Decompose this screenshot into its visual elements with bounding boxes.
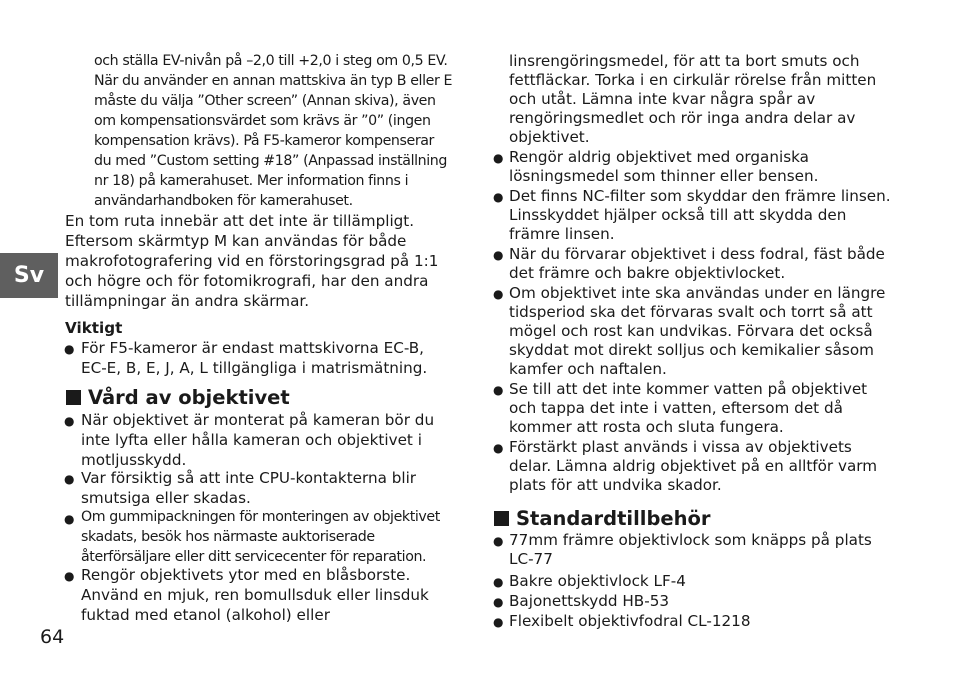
care-line: återförsäljare eller ditt servicecenter för reparation. xyxy=(81,549,427,565)
care-line: När objektivet är monterat på kameran bör du xyxy=(81,411,435,429)
paragraph-line: tillämpningar än andra skärmar. xyxy=(65,292,310,310)
care-cont-line: och utåt. Lämna inte kvar några spår av xyxy=(509,90,816,108)
care-line: Var försiktig så att inte CPU-kontakterna blir xyxy=(81,469,417,487)
care-line: fuktad med etanol (alkohol) eller xyxy=(81,606,330,624)
section-square-icon xyxy=(66,390,81,405)
care-cont-line: När du förvarar objektivet i dess fodral, fäst både xyxy=(509,245,885,263)
language-tab xyxy=(0,253,58,298)
bullet-icon: ● xyxy=(493,534,504,548)
care-line: Rengör objektivets ytor med en blåsborste. xyxy=(81,566,411,584)
paragraph-line: makrofotografering vid en förstoringsgrad på 1:1 xyxy=(65,252,439,270)
bullet-icon: ● xyxy=(493,151,504,165)
care-cont-line: kamfer och naftalen. xyxy=(509,360,667,378)
section-heading-accessories: Standardtillbehör xyxy=(516,507,711,530)
section-square-icon xyxy=(494,511,509,526)
care-cont-line: plats för att undvika skador. xyxy=(509,476,722,494)
care-cont-line: Rengör aldrig objektivet med organiska xyxy=(509,148,809,166)
care-cont-line: lösningsmedel som thinner eller bensen. xyxy=(509,167,819,185)
care-line: motljusskydd. xyxy=(81,451,187,469)
bullet-icon: ● xyxy=(64,512,75,526)
page-number: 64 xyxy=(40,626,65,648)
bullet-icon: ● xyxy=(493,287,504,301)
accessory-line: Bajonettskydd HB-53 xyxy=(509,592,670,610)
care-cont-line: främre linsen. xyxy=(509,225,615,243)
note-line: kompensation krävs). På F5-kameror kompenserar xyxy=(94,133,434,149)
care-line: smutsiga eller skadas. xyxy=(81,489,251,507)
important-heading: Viktigt xyxy=(65,319,123,337)
care-cont-line: delar. Lämna aldrig objektivet på en alltför varm xyxy=(509,457,878,475)
care-cont-line: det främre och bakre objektivlocket. xyxy=(509,264,786,282)
paragraph-line: och högre och för fotomikrografi, har den andra xyxy=(65,272,429,290)
accessory-line: 77mm främre objektivlock som knäpps på plats xyxy=(509,531,872,549)
language-tab-label: Sv xyxy=(13,263,45,288)
note-line: När du använder en annan mattskiva än typ B eller E xyxy=(94,73,453,89)
bullet-icon: ● xyxy=(493,190,504,204)
care-cont-line: linsrengöringsmedel, för att ta bort smuts och xyxy=(509,52,860,70)
note-line: användarhandboken för kamerahuset. xyxy=(94,193,353,209)
paragraph-line: Eftersom skärmtyp M kan användas för både xyxy=(65,232,407,250)
note-line: du med ”Custom setting #18” (Anpassad inställning xyxy=(94,153,448,169)
bullet-icon: ● xyxy=(493,441,504,455)
bullet-icon: ● xyxy=(64,472,75,486)
care-cont-line: objektivet. xyxy=(509,128,590,146)
bullet-icon: ● xyxy=(493,248,504,262)
note-line: om kompensationsvärdet som krävs är ”0” (ingen xyxy=(94,113,431,129)
care-cont-line: Se till att det inte kommer vatten på objektivet xyxy=(509,380,868,398)
accessory-line: Flexibelt objektivfodral CL-1218 xyxy=(509,612,751,630)
bullet-icon: ● xyxy=(493,575,504,589)
care-line: skadats, besök hos närmaste auktoriserade xyxy=(81,529,375,545)
important-line: För F5-kameror är endast mattskivorna EC-B, xyxy=(81,339,425,357)
care-line: Använd en mjuk, ren bomullsduk eller linsduk xyxy=(81,586,429,604)
note-line: måste du välja ”Other screen” (Annan skiva), även xyxy=(94,93,436,109)
care-cont-line: och tappa det inte i vatten, eftersom det då xyxy=(509,399,843,417)
bullet-icon: ● xyxy=(493,595,504,609)
bullet-icon: ● xyxy=(64,342,75,356)
bullet-icon: ● xyxy=(493,383,504,397)
accessory-line: LC-77 xyxy=(509,550,553,568)
important-line: EC-E, B, E, J, A, L tillgängliga i matrismätning. xyxy=(81,359,428,377)
care-cont-line: skyddat mot direkt solljus och kemikalier såsom xyxy=(509,341,874,359)
section-heading-care: Vård av objektivet xyxy=(88,386,290,409)
accessory-line: Bakre objektivlock LF-4 xyxy=(509,572,686,590)
care-cont-line: Förstärkt plast används i vissa av objektivets xyxy=(509,438,852,456)
care-line: Om gummipackningen för monteringen av objektivet xyxy=(81,509,440,525)
care-cont-line: Linsskyddet hjälper också till att skydda den xyxy=(509,206,847,224)
care-cont-line: Om objektivet inte ska användas under en längre xyxy=(509,284,886,302)
bullet-icon: ● xyxy=(64,414,75,428)
note-line: nr 18) på kamerahuset. Mer information finns i xyxy=(94,173,409,189)
note-line: och ställa EV-nivån på –2,0 till +2,0 i steg om 0,5 EV. xyxy=(94,53,448,69)
care-cont-line: Det finns NC-filter som skyddar den främre linsen. xyxy=(509,187,891,205)
care-line: inte lyfta eller hålla kameran och objektivet i xyxy=(81,431,422,449)
bullet-icon: ● xyxy=(493,615,504,629)
bullet-icon: ● xyxy=(64,569,75,583)
care-cont-line: mögel och rost kan undvikas. Förvara det också xyxy=(509,322,873,340)
paragraph-line: En tom ruta innebär att det inte är tillämpligt. xyxy=(65,212,415,230)
care-cont-line: tidsperiod ska det förvaras svalt och torrt så att xyxy=(509,303,873,321)
care-cont-line: kommer att rosta och sluta fungera. xyxy=(509,418,784,436)
care-cont-line: fettfläckar. Torka i en cirkulär rörelse från mitten xyxy=(509,71,877,89)
care-cont-line: rengöringsmedlet och rör inga andra delar av xyxy=(509,109,856,127)
